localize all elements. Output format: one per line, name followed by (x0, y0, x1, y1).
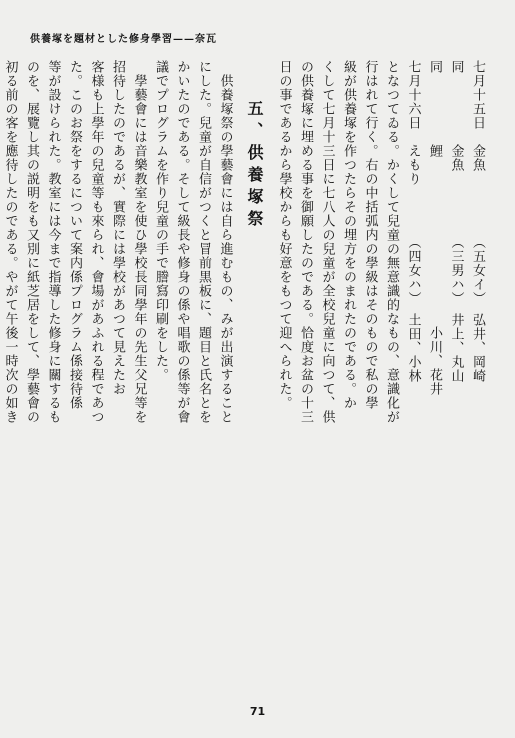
section-heading: 五、供養塚祭 (245, 100, 264, 232)
section-paragraph-line: 學藝會には音樂教室を使ひ學校長同學年の先生父兄等を (131, 60, 147, 424)
intro-paragraph-line: くして七月十三日に七八人の兒童が全校兒童に向つて、供 (319, 60, 335, 424)
schedule-line: 同 金魚 （三男ハ） 井上、丸山 (448, 60, 464, 383)
section-paragraph-line: かいたのである。そして級長や修身の係や唱歌の係等が會 (174, 60, 190, 424)
schedule-line: 同 鯉 小川、花井 (427, 60, 442, 396)
vertical-body-text (2, 60, 488, 700)
page-number: 71 (249, 705, 266, 718)
section-paragraph-line: にした。兒童が自信がつくと冒前黒板に、題目と氏名とを (196, 60, 211, 424)
section-paragraph-line: のを、展覽し其の説明をも又別に紙芝居をして、學藝會の (24, 60, 39, 424)
section-paragraph-line: 等が設けられた。教室には今まで指導した修身に關するも (45, 60, 61, 424)
intro-paragraph-line: 級が供養塚を作つたらその埋方をのまれたのである。か (341, 60, 356, 410)
intro-paragraph-line: となつてゐる。かくして兒童の無意識的なもの、意識化が (384, 60, 399, 424)
intro-paragraph-line: 行はれて行く。右の中括弧内の學級はそのもので私の學 (362, 60, 378, 410)
intro-paragraph-line: の供養塚に埋める事を御願したのである。恰度お盆の十三 (298, 60, 313, 424)
section-paragraph-line: 議でプログラムを作り兒童の手で謄寫印刷をした。 (153, 60, 168, 382)
section-paragraph-line: 招待したのであるが、實際には學校があつて見えたお (110, 60, 125, 396)
program-intro-line: 初る前の客を應待したのである。やがて午後一時次の如き (2, 60, 18, 424)
running-head: 供養塚を題材とした修身學習——奈瓦 (30, 34, 217, 45)
schedule-line: 七月十五日 金魚 （五女イ） 弘井、岡崎 (470, 60, 485, 383)
schedule-line: 七月十六日 えもり （四女ハ） 土田、小林 (405, 60, 421, 383)
section-paragraph-line: 客様も上學年の兒童等も來られ、會場があふれる程であつ (88, 60, 104, 424)
intro-paragraph-line: 日の事であるから學校からも好意をもつて迎へられた。 (276, 60, 292, 410)
section-paragraph-line: 供養塚祭の學藝會には自ら進むもの、みが出演すること (217, 60, 233, 424)
section-paragraph-line: た。このお祭をするについて案内係プログラム係接待係 (67, 60, 82, 410)
